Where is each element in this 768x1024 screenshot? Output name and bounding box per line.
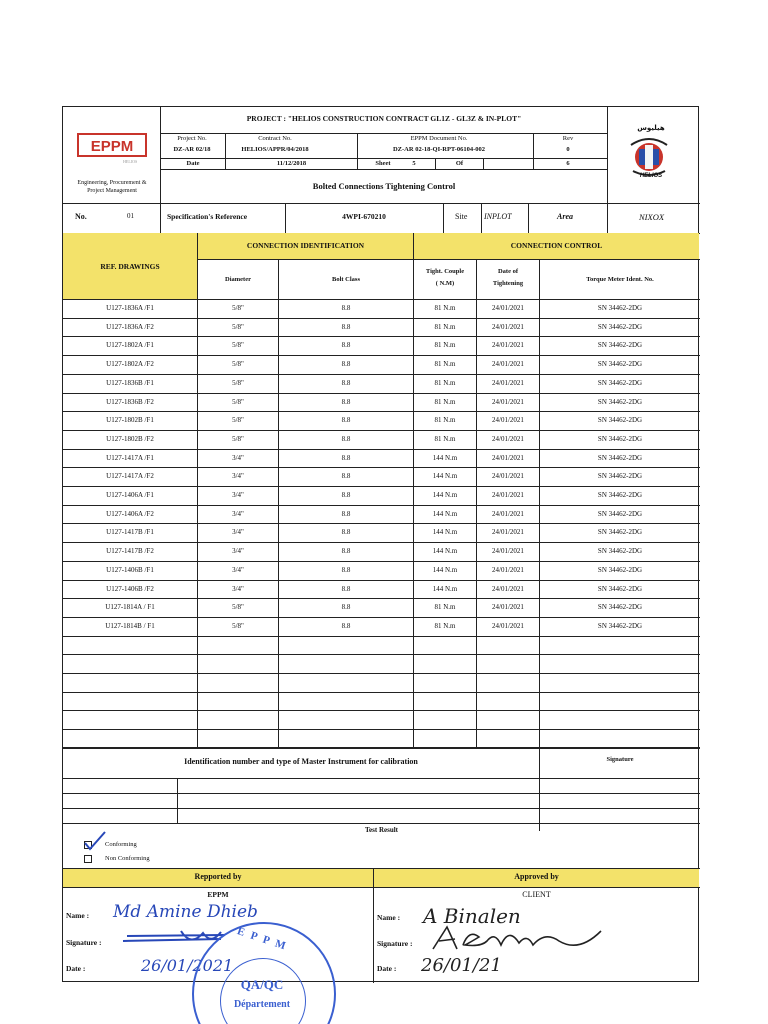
reported-name-value: Md Amine Dhieb	[113, 902, 258, 922]
approved-org: CLIENT	[522, 890, 551, 899]
table-row-empty	[63, 673, 700, 692]
cell-date: 24/01/2021	[492, 584, 524, 593]
cell-dia: 5/8"	[232, 621, 244, 630]
cell-couple: 144 N.m	[432, 509, 458, 518]
cell-dia: 5/8"	[232, 378, 244, 387]
cell-ref: U127-1836B /F1	[106, 378, 154, 387]
helios-logo-arabic: هيليوس	[637, 124, 665, 132]
table-row	[63, 580, 700, 599]
cell-ref: U127-1406A /F1	[106, 491, 154, 499]
table-row	[63, 467, 700, 486]
cell-dia: 3/4"	[232, 547, 244, 556]
table-row	[63, 523, 700, 542]
cell-date: 24/01/2021	[492, 528, 524, 537]
cell-date: 24/01/2021	[492, 378, 524, 387]
col-date-1: Date of	[497, 268, 519, 275]
cell-ref: U127-1417B /F2	[106, 547, 154, 556]
table-row	[63, 299, 700, 318]
cell-torque: SN 34462-2DG	[597, 584, 643, 593]
cell-torque: SN 34462-2DG	[597, 378, 643, 387]
cell-couple: 81 N.m	[434, 434, 456, 443]
sheet-label: Sheet	[375, 160, 391, 167]
table-row-empty	[63, 692, 700, 711]
spec-no-label: No.	[75, 212, 87, 221]
doc-no-label: EPPM Document No.	[410, 135, 468, 142]
cell-ref: U127-1836A /F2	[106, 322, 154, 331]
cell-dia: 5/8"	[232, 397, 244, 406]
cell-cls: 8.8	[341, 322, 351, 331]
cell-date: 24/01/2021	[492, 434, 524, 443]
stamp-arc-text: E P P M	[235, 925, 289, 953]
cell-ref: U127-1417B /F1	[106, 528, 154, 537]
approved-by-header	[374, 869, 699, 887]
cell-cls: 8.8	[341, 434, 351, 443]
table-row	[63, 411, 700, 430]
approved-signature-scribble	[429, 923, 609, 955]
cell-date: 24/01/2021	[492, 304, 524, 312]
cell-cls: 8.8	[341, 341, 351, 350]
cell-torque: SN 34462-2DG	[597, 621, 643, 630]
table-row	[63, 486, 700, 505]
company-caption-line1: Engineering, Procurement &	[77, 180, 147, 186]
table-row	[63, 374, 700, 393]
test-result-title: Test Result	[365, 826, 398, 834]
cell-dia: 3/4"	[232, 584, 244, 593]
rev-value: 0	[566, 146, 570, 153]
cell-date: 24/01/2021	[492, 603, 524, 612]
ref-drawings-header	[63, 233, 197, 299]
cell-torque: SN 34462-2DG	[597, 360, 643, 369]
cell-ref: U127-1836A /F1	[106, 304, 154, 312]
reported-by-title: Repported by	[194, 872, 242, 881]
reported-signature-label: Signature :	[66, 938, 102, 947]
ref-drawings-label: REF. DRAWINGS	[100, 262, 160, 271]
cell-date: 24/01/2021	[492, 322, 524, 331]
eppm-logo-text: EPPM	[90, 138, 134, 155]
cell-couple: 81 N.m	[434, 416, 456, 425]
cell-torque: SN 34462-2DG	[597, 304, 643, 312]
stamp-text-qaqc: QA/QC	[240, 977, 284, 992]
cell-couple: 81 N.m	[434, 621, 456, 630]
cell-torque: SN 34462-2DG	[597, 565, 643, 574]
spec-reference: 4WPI-670210	[342, 212, 386, 221]
cell-ref: U127-1406B /F2	[106, 584, 154, 593]
area-label: Area	[557, 212, 573, 221]
cell-cls: 8.8	[341, 584, 351, 593]
cell-couple: 81 N.m	[434, 341, 456, 350]
col-torque: Torque Meter Ident. No.	[586, 276, 654, 283]
cell-dia: 5/8"	[232, 322, 244, 331]
col-tight-couple-2: ( N.M)	[435, 280, 455, 287]
cell-ref: U127-1417A /F2	[106, 472, 154, 481]
cell-dia: 3/4"	[232, 472, 244, 481]
cell-date: 24/01/2021	[492, 565, 524, 574]
cell-date: 24/01/2021	[492, 360, 524, 369]
reported-org: EPPM	[207, 890, 229, 899]
cell-couple: 144 N.m	[432, 547, 458, 556]
cell-cls: 8.8	[341, 528, 351, 537]
helios-logo-text: HELIOS	[639, 173, 663, 179]
cell-date: 24/01/2021	[492, 341, 524, 350]
conforming-label: Conforming	[105, 841, 137, 848]
rev-label: Rev	[562, 135, 574, 142]
cell-date: 24/01/2021	[492, 416, 524, 425]
cell-couple: 144 N.m	[432, 453, 458, 462]
cell-couple: 81 N.m	[434, 603, 456, 612]
cell-ref: U127-1836B /F2	[106, 397, 154, 406]
table-row	[63, 430, 700, 449]
cell-dia: 5/8"	[232, 603, 244, 612]
site-value: INPLOT	[484, 212, 512, 221]
cell-torque: SN 34462-2DG	[597, 341, 643, 350]
company-caption-line2: Project Management	[87, 188, 137, 194]
check-mark-icon	[83, 831, 107, 851]
cell-ref: U127-1406B /F1	[106, 565, 154, 574]
cell-date: 24/01/2021	[492, 547, 524, 556]
approved-signature-label: Signature :	[377, 939, 413, 948]
col-diameter: Diameter	[225, 276, 251, 283]
stamp-text-departement: Département	[233, 999, 291, 1010]
cell-dia: 5/8"	[232, 341, 244, 350]
table-row-empty	[63, 710, 700, 729]
cell-couple: 81 N.m	[434, 360, 456, 369]
date-value: 11/12/2018	[276, 160, 307, 167]
cell-torque: SN 34462-2DG	[597, 397, 643, 406]
table-row-empty	[63, 729, 700, 748]
reported-date-label: Date :	[66, 964, 86, 973]
connection-control-label: CONNECTION CONTROL	[510, 241, 603, 250]
cell-ref: U127-1814B / F1	[105, 621, 155, 630]
contract-no: HELIOS/APPR/04/2018	[241, 146, 309, 153]
cell-cls: 8.8	[341, 304, 351, 312]
eppm-logo	[77, 133, 147, 157]
table-row-empty	[63, 636, 700, 655]
cell-cls: 8.8	[341, 472, 351, 481]
sheet-value: 5	[412, 160, 416, 167]
non-conforming-label: Non Conforming	[105, 855, 150, 862]
cell-torque: SN 34462-2DG	[597, 509, 643, 518]
approved-by-title: Approved by	[514, 872, 559, 881]
spec-no-value: 01	[127, 212, 134, 220]
cell-cls: 8.8	[341, 378, 351, 387]
cell-couple: 144 N.m	[432, 472, 458, 481]
eppm-logo-sub: HELIOS	[123, 159, 138, 164]
cell-cls: 8.8	[341, 397, 351, 406]
form-title: Bolted Connections Tightening Control	[312, 181, 456, 191]
cell-torque: SN 34462-2DG	[597, 603, 643, 612]
table-row-empty	[63, 654, 700, 673]
cell-torque: SN 34462-2DG	[597, 434, 643, 443]
col-date-2: Tightening	[492, 280, 524, 287]
table-row	[63, 617, 700, 636]
col-bolt-class: Bolt Class	[332, 276, 360, 283]
connection-identification-label: CONNECTION IDENTIFICATION	[246, 241, 365, 250]
cell-date: 24/01/2021	[492, 621, 524, 630]
connection-control-header	[414, 233, 699, 259]
connection-identification-header	[198, 233, 413, 259]
cell-cls: 8.8	[341, 547, 351, 556]
cell-cls: 8.8	[341, 509, 351, 518]
cell-date: 24/01/2021	[492, 491, 524, 499]
approved-date-label: Date :	[377, 964, 397, 973]
cell-ref: U127-1406A /F2	[106, 509, 154, 518]
cell-date: 24/01/2021	[492, 453, 524, 462]
table-row	[63, 505, 700, 524]
date-label: Date	[186, 160, 200, 167]
area-value: NIXOX	[639, 212, 665, 222]
non-conforming-checkbox[interactable]	[84, 855, 92, 863]
cell-dia: 5/8"	[232, 416, 244, 425]
table-row	[63, 449, 700, 468]
cell-couple: 81 N.m	[434, 397, 456, 406]
project-title: PROJECT : "HELIOS CONSTRUCTION CONTRACT GL1Z - GL3Z & IN-PLOT"	[246, 114, 522, 123]
table-row	[63, 598, 700, 617]
cell-cls: 8.8	[341, 416, 351, 425]
cell-cls: 8.8	[341, 565, 351, 574]
approved-date-value: 26/01/21	[421, 955, 502, 976]
cell-cls: 8.8	[341, 491, 351, 499]
col-tight-couple-1: Tight. Couple	[425, 268, 465, 275]
table-row	[63, 355, 700, 374]
cell-torque: SN 34462-2DG	[597, 322, 643, 331]
cell-cls: 8.8	[341, 360, 351, 369]
calibration-signature-label: Signature	[606, 756, 634, 763]
cell-torque: SN 34462-2DG	[597, 528, 643, 537]
cell-couple: 144 N.m	[432, 584, 458, 593]
cell-couple: 144 N.m	[432, 565, 458, 574]
cell-ref: U127-1802A /F2	[106, 360, 154, 369]
cell-cls: 8.8	[341, 603, 351, 612]
cell-couple: 81 N.m	[434, 322, 456, 331]
cell-dia: 3/4"	[232, 491, 244, 499]
cell-couple: 81 N.m	[434, 378, 456, 387]
cell-dia: 5/8"	[232, 304, 244, 312]
cell-dia: 3/4"	[232, 453, 244, 462]
reported-date-value: 26/01/2021	[141, 956, 234, 975]
table-row	[63, 393, 700, 412]
cell-dia: 5/8"	[232, 360, 244, 369]
cell-ref: U127-1802A /F1	[106, 341, 154, 350]
cell-date: 24/01/2021	[492, 472, 524, 481]
cell-torque: SN 34462-2DG	[597, 472, 643, 481]
cell-ref: U127-1802B /F2	[106, 434, 154, 443]
cell-ref: U127-1417A /F1	[106, 453, 154, 462]
cell-torque: SN 34462-2DG	[597, 416, 643, 425]
doc-no: DZ-AR 02-18-QI-RPT-06104-002	[392, 146, 486, 153]
cell-cls: 8.8	[341, 453, 351, 462]
cell-couple: 144 N.m	[432, 491, 458, 499]
table-row	[63, 336, 700, 355]
of-value: 6	[566, 160, 570, 167]
approved-name-value: A Binalen	[423, 904, 521, 928]
qaqc-stamp	[190, 918, 340, 1024]
inspection-form	[62, 106, 699, 982]
calibration-title: Identification number and type of Master Instrument for calibration	[184, 757, 418, 766]
cell-date: 24/01/2021	[492, 509, 524, 518]
table-row	[63, 542, 700, 561]
site-label: Site	[455, 212, 468, 221]
cell-cls: 8.8	[341, 621, 351, 630]
cell-dia: 3/4"	[232, 565, 244, 574]
contract-no-label: Contract No.	[258, 135, 292, 142]
reported-name-label: Name :	[66, 911, 90, 920]
approved-name-label: Name :	[377, 913, 401, 922]
helios-logo	[625, 133, 673, 177]
reported-by-header	[63, 869, 373, 887]
cell-date: 24/01/2021	[492, 397, 524, 406]
project-no-label: Project No.	[177, 135, 207, 142]
cell-couple: 81 N.m	[434, 304, 456, 312]
cell-couple: 144 N.m	[432, 528, 458, 537]
project-no: DZ-AR 02/18	[173, 146, 211, 153]
cell-ref: U127-1802B /F1	[106, 416, 154, 425]
cell-dia: 3/4"	[232, 528, 244, 537]
table-row	[63, 318, 700, 337]
cell-torque: SN 34462-2DG	[597, 453, 643, 462]
cell-torque: SN 34462-2DG	[597, 547, 643, 556]
cell-dia: 5/8"	[232, 434, 244, 443]
cell-torque: SN 34462-2DG	[597, 491, 643, 499]
spec-reference-label: Specification's Reference	[167, 212, 248, 221]
of-label: Of	[455, 160, 464, 167]
cell-ref: U127-1814A / F1	[105, 603, 155, 612]
cell-dia: 3/4"	[232, 509, 244, 518]
table-row	[63, 561, 700, 580]
